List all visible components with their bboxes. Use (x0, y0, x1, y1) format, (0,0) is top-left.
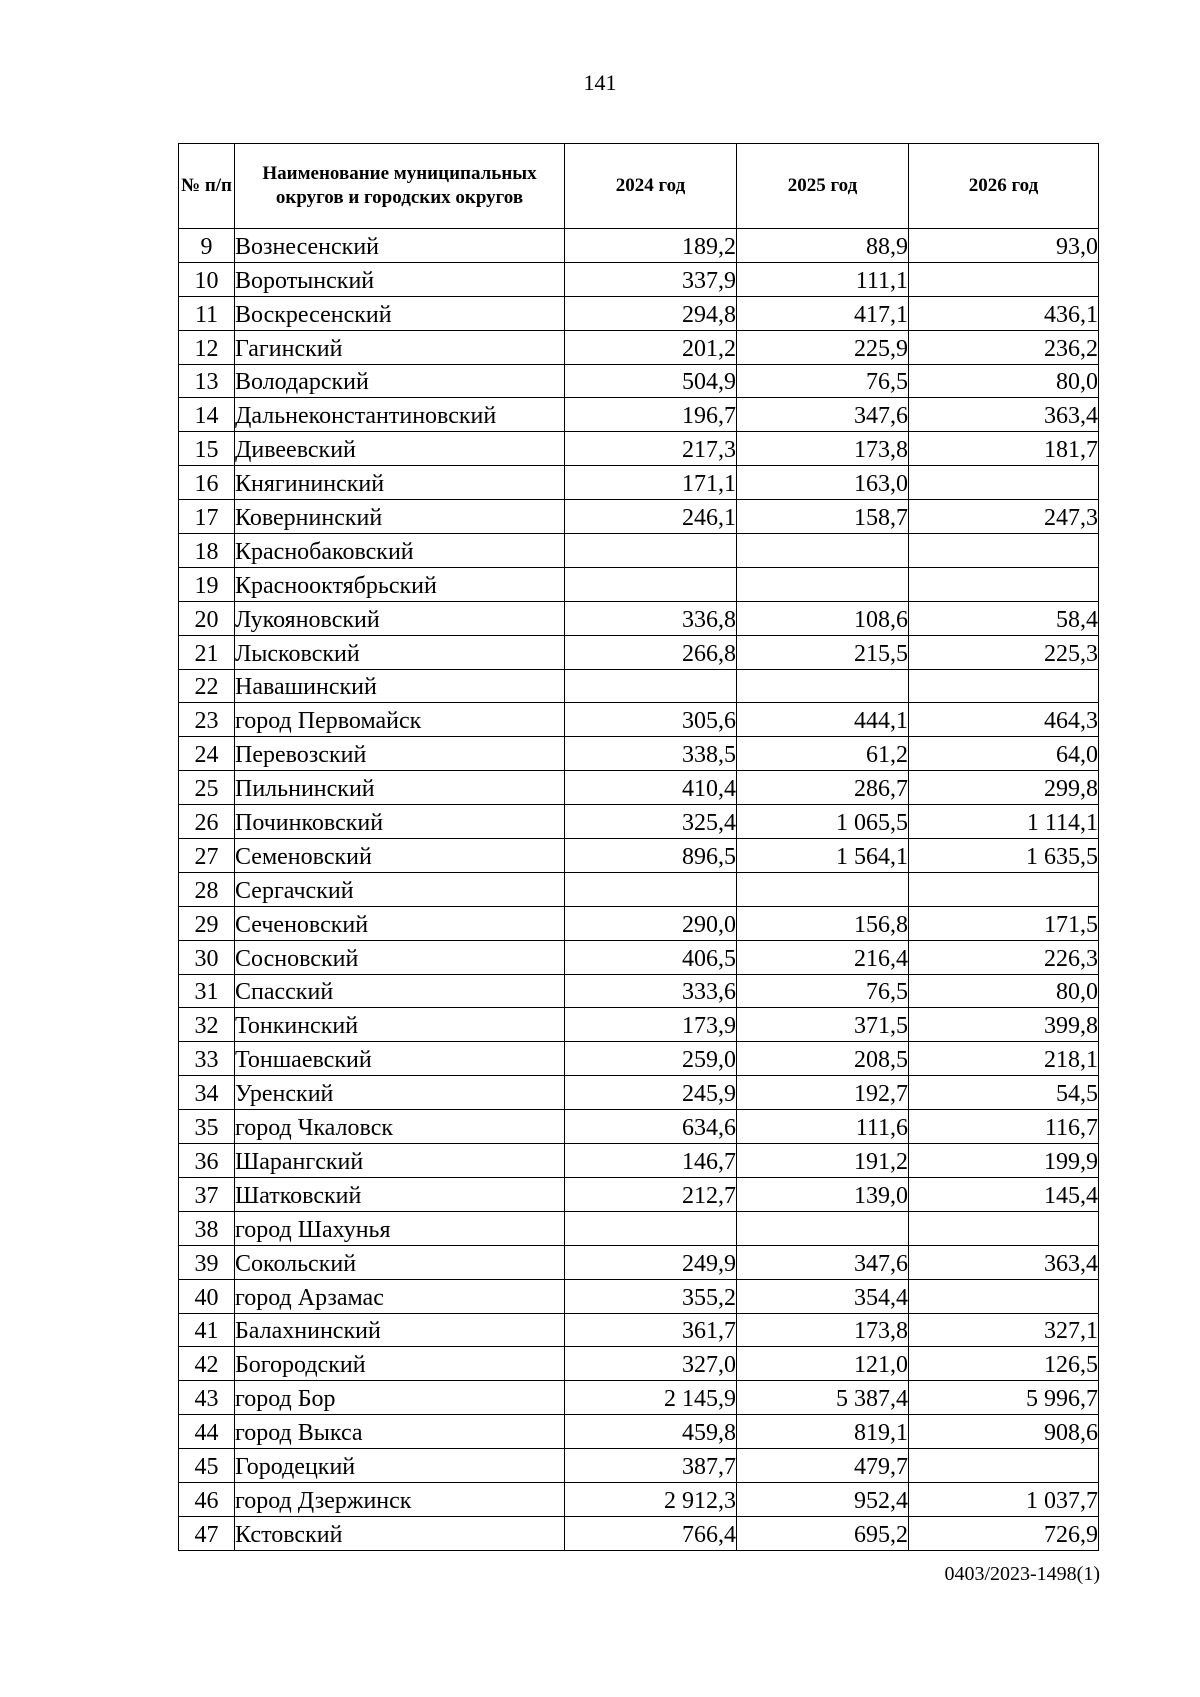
district-name: Пильнинский (235, 771, 565, 805)
district-name: Ковернинский (235, 500, 565, 534)
table-row (179, 1313, 1099, 1347)
value-2026 (909, 1279, 1099, 1313)
value-2025: 173,8 (737, 432, 909, 466)
row-number: 26 (179, 805, 235, 839)
row-number: 16 (179, 466, 235, 500)
value-2025: 139,0 (737, 1177, 909, 1211)
value-2025: 286,7 (737, 771, 909, 805)
value-2025: 111,6 (737, 1110, 909, 1144)
table-row (179, 1381, 1099, 1415)
table-row (179, 567, 1099, 601)
value-2026: 80,0 (909, 364, 1099, 398)
row-number: 40 (179, 1279, 235, 1313)
district-name: Семеновский (235, 839, 565, 873)
table-row (179, 330, 1099, 364)
table-row (179, 1177, 1099, 1211)
row-number: 33 (179, 1042, 235, 1076)
value-2026 (909, 1211, 1099, 1245)
row-number: 31 (179, 974, 235, 1008)
value-2026: 236,2 (909, 330, 1099, 364)
table-header-row (179, 144, 1099, 229)
value-2026: 1 037,7 (909, 1482, 1099, 1516)
value-2025: 208,5 (737, 1042, 909, 1076)
value-2024: 355,2 (565, 1279, 737, 1313)
district-name: Лысковский (235, 635, 565, 669)
district-name: город Выкса (235, 1415, 565, 1449)
value-2024 (565, 567, 737, 601)
row-number: 37 (179, 1177, 235, 1211)
district-name: Вознесенский (235, 229, 565, 263)
value-2024: 249,9 (565, 1245, 737, 1279)
value-2024: 338,5 (565, 737, 737, 771)
table-row (179, 703, 1099, 737)
table-row (179, 364, 1099, 398)
header-2025: 2025 год (737, 144, 909, 229)
value-2026: 80,0 (909, 974, 1099, 1008)
row-number: 22 (179, 669, 235, 703)
row-number: 41 (179, 1313, 235, 1347)
value-2025: 479,7 (737, 1449, 909, 1483)
value-2025: 1 564,1 (737, 839, 909, 873)
value-2025: 819,1 (737, 1415, 909, 1449)
value-2025: 88,9 (737, 229, 909, 263)
value-2026: 908,6 (909, 1415, 1099, 1449)
value-2026 (909, 1449, 1099, 1483)
value-2025: 156,8 (737, 906, 909, 940)
value-2026: 64,0 (909, 737, 1099, 771)
row-number: 24 (179, 737, 235, 771)
value-2026: 171,5 (909, 906, 1099, 940)
value-2024: 212,7 (565, 1177, 737, 1211)
district-name: Тоншаевский (235, 1042, 565, 1076)
value-2025 (737, 872, 909, 906)
district-name: город Первомайск (235, 703, 565, 737)
value-2024: 410,4 (565, 771, 737, 805)
value-2026: 436,1 (909, 296, 1099, 330)
value-2025: 347,6 (737, 398, 909, 432)
table-row (179, 466, 1099, 500)
district-name: Краснооктябрьский (235, 567, 565, 601)
value-2026 (909, 262, 1099, 296)
row-number: 13 (179, 364, 235, 398)
district-name: Богородский (235, 1347, 565, 1381)
value-2024: 189,2 (565, 229, 737, 263)
district-name: Перевозский (235, 737, 565, 771)
value-2025: 158,7 (737, 500, 909, 534)
table-row (179, 1347, 1099, 1381)
district-name: Кстовский (235, 1516, 565, 1550)
value-2025: 191,2 (737, 1144, 909, 1178)
value-2025: 695,2 (737, 1516, 909, 1550)
value-2026: 726,9 (909, 1516, 1099, 1550)
value-2025: 347,6 (737, 1245, 909, 1279)
table-row (179, 262, 1099, 296)
value-2026: 54,5 (909, 1076, 1099, 1110)
row-number: 19 (179, 567, 235, 601)
value-2025: 225,9 (737, 330, 909, 364)
table-row (179, 1008, 1099, 1042)
value-2024: 459,8 (565, 1415, 737, 1449)
row-number: 39 (179, 1245, 235, 1279)
value-2024: 2 145,9 (565, 1381, 737, 1415)
district-name: город Чкаловск (235, 1110, 565, 1144)
document-code: 0403/2023-1498(1) (944, 1563, 1100, 1585)
value-2024: 290,0 (565, 906, 737, 940)
district-name: Воскресенский (235, 296, 565, 330)
value-2024: 337,9 (565, 262, 737, 296)
table-row (179, 839, 1099, 873)
row-number: 30 (179, 940, 235, 974)
value-2026: 58,4 (909, 601, 1099, 635)
table-row (179, 805, 1099, 839)
table-row (179, 1415, 1099, 1449)
district-name: Уренский (235, 1076, 565, 1110)
value-2026: 247,3 (909, 500, 1099, 534)
value-2026 (909, 669, 1099, 703)
value-2024: 246,1 (565, 500, 737, 534)
district-name: город Бор (235, 1381, 565, 1415)
value-2024: 259,0 (565, 1042, 737, 1076)
table-row (179, 1144, 1099, 1178)
table-row (179, 669, 1099, 703)
row-number: 29 (179, 906, 235, 940)
value-2024: 406,5 (565, 940, 737, 974)
district-name: город Шахунья (235, 1211, 565, 1245)
value-2026: 363,4 (909, 1245, 1099, 1279)
value-2025: 121,0 (737, 1347, 909, 1381)
value-2025: 444,1 (737, 703, 909, 737)
value-2026: 225,3 (909, 635, 1099, 669)
value-2025: 417,1 (737, 296, 909, 330)
table-row (179, 1245, 1099, 1279)
value-2025: 173,8 (737, 1313, 909, 1347)
row-number: 42 (179, 1347, 235, 1381)
value-2024: 327,0 (565, 1347, 737, 1381)
value-2026: 181,7 (909, 432, 1099, 466)
table-row (179, 398, 1099, 432)
row-number: 25 (179, 771, 235, 805)
value-2025: 192,7 (737, 1076, 909, 1110)
value-2025: 111,1 (737, 262, 909, 296)
table-row (179, 500, 1099, 534)
value-2025 (737, 534, 909, 568)
value-2024: 333,6 (565, 974, 737, 1008)
header-name: Наименование муниципальных округов и городских округов (235, 144, 565, 229)
value-2025: 371,5 (737, 1008, 909, 1042)
row-number: 27 (179, 839, 235, 873)
district-name: Дальнеконстантиновский (235, 398, 565, 432)
row-number: 46 (179, 1482, 235, 1516)
row-number: 10 (179, 262, 235, 296)
value-2025 (737, 669, 909, 703)
table-row (179, 635, 1099, 669)
table-row (179, 432, 1099, 466)
district-name: Балахнинский (235, 1313, 565, 1347)
value-2026: 1 635,5 (909, 839, 1099, 873)
district-name: Шарангский (235, 1144, 565, 1178)
value-2025: 216,4 (737, 940, 909, 974)
value-2024: 634,6 (565, 1110, 737, 1144)
row-number: 12 (179, 330, 235, 364)
table-row (179, 906, 1099, 940)
row-number: 15 (179, 432, 235, 466)
district-name: Сосновский (235, 940, 565, 974)
table-row (179, 872, 1099, 906)
value-2024 (565, 872, 737, 906)
row-number: 36 (179, 1144, 235, 1178)
row-number: 45 (179, 1449, 235, 1483)
value-2026: 226,3 (909, 940, 1099, 974)
row-number: 44 (179, 1415, 235, 1449)
value-2026: 299,8 (909, 771, 1099, 805)
value-2026: 93,0 (909, 229, 1099, 263)
value-2026 (909, 466, 1099, 500)
district-name: Гагинский (235, 330, 565, 364)
value-2024: 387,7 (565, 1449, 737, 1483)
district-name: Лукояновский (235, 601, 565, 635)
district-name: Володарский (235, 364, 565, 398)
row-number: 17 (179, 500, 235, 534)
table-row (179, 1076, 1099, 1110)
value-2024: 504,9 (565, 364, 737, 398)
row-number: 11 (179, 296, 235, 330)
row-number: 43 (179, 1381, 235, 1415)
value-2024: 294,8 (565, 296, 737, 330)
budget-table (178, 143, 1099, 1551)
table-row (179, 940, 1099, 974)
value-2024: 196,7 (565, 398, 737, 432)
row-number: 18 (179, 534, 235, 568)
value-2024: 305,6 (565, 703, 737, 737)
district-name: Воротынский (235, 262, 565, 296)
value-2026: 5 996,7 (909, 1381, 1099, 1415)
value-2024: 146,7 (565, 1144, 737, 1178)
district-name: Сергачский (235, 872, 565, 906)
value-2026: 464,3 (909, 703, 1099, 737)
value-2025: 163,0 (737, 466, 909, 500)
value-2026: 126,5 (909, 1347, 1099, 1381)
value-2026 (909, 567, 1099, 601)
value-2024: 325,4 (565, 805, 737, 839)
table-row (179, 1279, 1099, 1313)
district-name: Тонкинский (235, 1008, 565, 1042)
value-2026: 1 114,1 (909, 805, 1099, 839)
table-row (179, 1449, 1099, 1483)
district-name: Дивеевский (235, 432, 565, 466)
value-2025: 61,2 (737, 737, 909, 771)
row-number: 28 (179, 872, 235, 906)
table-row (179, 1482, 1099, 1516)
district-name: Спасский (235, 974, 565, 1008)
value-2026: 145,4 (909, 1177, 1099, 1211)
value-2024: 2 912,3 (565, 1482, 737, 1516)
value-2024 (565, 669, 737, 703)
value-2026 (909, 534, 1099, 568)
value-2024 (565, 534, 737, 568)
district-name: Починковский (235, 805, 565, 839)
district-name: Сеченовский (235, 906, 565, 940)
value-2025: 952,4 (737, 1482, 909, 1516)
value-2024: 336,8 (565, 601, 737, 635)
value-2025: 354,4 (737, 1279, 909, 1313)
value-2025: 215,5 (737, 635, 909, 669)
row-number: 14 (179, 398, 235, 432)
table-body (179, 229, 1099, 1551)
value-2024: 171,1 (565, 466, 737, 500)
district-name: Городецкий (235, 1449, 565, 1483)
table-row (179, 1042, 1099, 1076)
table-row (179, 296, 1099, 330)
row-number: 34 (179, 1076, 235, 1110)
district-name: город Арзамас (235, 1279, 565, 1313)
value-2025: 1 065,5 (737, 805, 909, 839)
row-number: 9 (179, 229, 235, 263)
table-row (179, 1516, 1099, 1550)
district-name: Шатковский (235, 1177, 565, 1211)
value-2024: 766,4 (565, 1516, 737, 1550)
table-row (179, 601, 1099, 635)
value-2026: 116,7 (909, 1110, 1099, 1144)
header-2026: 2026 год (909, 144, 1099, 229)
row-number: 21 (179, 635, 235, 669)
table-row (179, 737, 1099, 771)
table-row (179, 1211, 1099, 1245)
table-row (179, 974, 1099, 1008)
value-2026 (909, 872, 1099, 906)
value-2024: 201,2 (565, 330, 737, 364)
value-2025 (737, 567, 909, 601)
value-2025: 76,5 (737, 364, 909, 398)
value-2026: 199,9 (909, 1144, 1099, 1178)
row-number: 35 (179, 1110, 235, 1144)
header-2024: 2024 год (565, 144, 737, 229)
value-2026: 399,8 (909, 1008, 1099, 1042)
value-2024: 217,3 (565, 432, 737, 466)
row-number: 38 (179, 1211, 235, 1245)
row-number: 32 (179, 1008, 235, 1042)
value-2025 (737, 1211, 909, 1245)
table-row (179, 771, 1099, 805)
value-2024: 361,7 (565, 1313, 737, 1347)
table-row (179, 1110, 1099, 1144)
district-name: город Дзержинск (235, 1482, 565, 1516)
value-2024: 245,9 (565, 1076, 737, 1110)
row-number: 47 (179, 1516, 235, 1550)
district-name: Сокольский (235, 1245, 565, 1279)
value-2024: 173,9 (565, 1008, 737, 1042)
value-2024: 896,5 (565, 839, 737, 873)
value-2024: 266,8 (565, 635, 737, 669)
value-2025: 108,6 (737, 601, 909, 635)
value-2026: 218,1 (909, 1042, 1099, 1076)
district-name: Княгининский (235, 466, 565, 500)
header-num: № п/п (179, 144, 235, 229)
value-2025: 76,5 (737, 974, 909, 1008)
value-2024 (565, 1211, 737, 1245)
table-row (179, 534, 1099, 568)
value-2026: 363,4 (909, 398, 1099, 432)
page-number: 141 (583, 70, 617, 95)
row-number: 23 (179, 703, 235, 737)
table-row (179, 229, 1099, 263)
value-2026: 327,1 (909, 1313, 1099, 1347)
value-2025: 5 387,4 (737, 1381, 909, 1415)
row-number: 20 (179, 601, 235, 635)
district-name: Навашинский (235, 669, 565, 703)
district-name: Краснобаковский (235, 534, 565, 568)
